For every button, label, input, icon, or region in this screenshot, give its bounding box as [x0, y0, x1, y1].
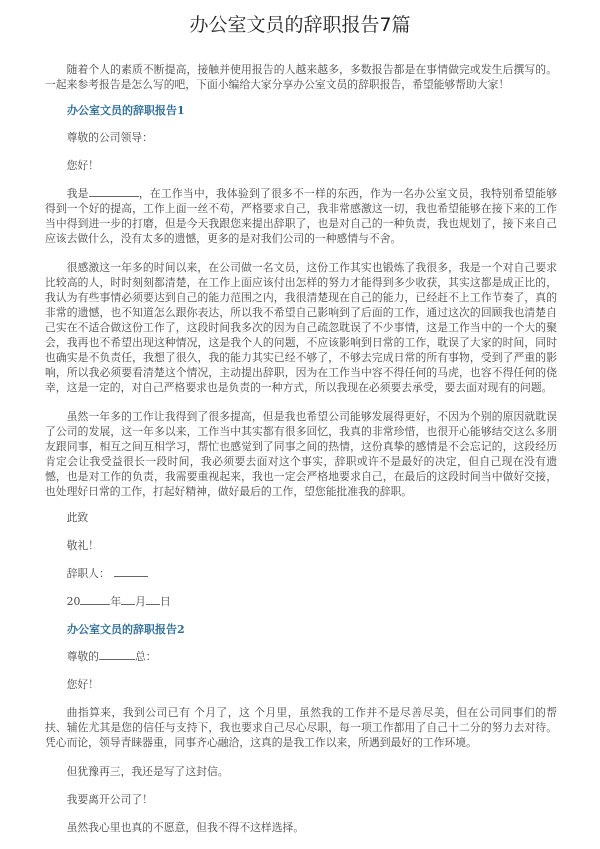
greeting: 您好！	[66, 678, 99, 691]
date-month: 月	[135, 595, 146, 608]
paragraph: 虽然我心里也真的不愿意，但我不得不这样选择。	[66, 821, 305, 834]
year-blank	[80, 594, 110, 605]
paragraph: 很感激这一年多的时间以来，在公司做一名文员，这份工作其实也锻炼了我很多，我是一个对自己要求比较高的人，时时刻刻都清楚，在工作上面应该付出怎样的努力才能得到多少收获，其实这都是成正比的，我认为有些事情必须要达到自己的能力范围之内，我很清楚现在自己的能力，已经赶不上工作节奏了，真的非常的遗憾，也不知道怎么跟你表达，所以我不希望自己影响到了后面的工作，通过这次的回顾我也清楚自己实在不适合做这份工作了，这段时间我多次的因为自己疏忽耽误了不少事情，这是工作当中的一个大的聚会，我再也不希望出现这种情况，这是我个人的问题，不应该影响到日常的工作，耽误了大家的时间，同时也确实是不负责任，我想了很久，我的能力其实已经不够了，不够去完成日常的所有事物，受到了严重的影响，所以我必须要看清楚这个情况，主动提出辞职，因为在工作当中容不得任何的马虎，也容不得任何的侥幸，这是一定的，对自己严格要求也是负责的一种方式，所以我现在必须要去承受，要去面对现有的问题。	[45, 261, 557, 394]
report-2-heading: 办公室文员的辞职报告2	[67, 623, 185, 636]
report-2	[45, 622, 557, 835]
intro-paragraph: 随着个人的素质不断提高，接触并使用报告的人越来越多，多数报告都是在事情做完或发生后撰写的。一起来参考报告是怎么写的吧，下面小编给大家分享办公室文员的辞职报告，希望能够帮助大家！	[45, 63, 557, 91]
report-1-heading: 办公室文员的辞职报告1	[67, 104, 185, 117]
paragraph: 我要离开公司了！	[66, 793, 153, 806]
salutation-suffix: 总：	[134, 650, 157, 663]
date-prefix: 20	[66, 595, 81, 608]
greeting: 您好！	[66, 159, 99, 172]
document-body	[45, 62, 557, 848]
date-line	[67, 594, 557, 609]
date-day: 日	[159, 595, 171, 608]
paragraph: 虽然一年多的工作让我得到了很多提高，但是我也希望公司能够发展得更好，不因为个别的原因就耽误了公司的发展，这一年多以来，工作当中其实都有很多回忆，我真的非常珍惜，也很开心能够结交这么多朋友跟同事，相互之间互相学习，帮忙也感觉到了同事之间的热情，这份真挚的感情是不会忘记的，这段经历肯定会让我受益很长一段时间，我必须要去面对这个事实，辞职或许不是最好的决定，但自己现在没有遗憾，也是对工作的负责，我需要重视起来，我也一定会严格地要求自己，在最后的这段时间当中做好交接，也处理好日常的工作，打起好精神，做好最后的工作，望您能批准我的辞职。	[45, 410, 557, 498]
signer-line	[67, 566, 557, 581]
salutation	[67, 649, 557, 664]
report-1	[45, 103, 557, 609]
day-blank	[146, 594, 160, 605]
name-blank	[99, 649, 135, 660]
page-title: 办公室文员的辞职报告7篇	[189, 14, 411, 36]
closing-1: 此致	[66, 511, 89, 524]
paragraph: 曲指算来，我到公司已有 个月了，这 个月里，虽然我的工作并不是尽善尽美，但在公司同事们的帮扶、辅佐尤其是您的信任与支持下，我也要求自己尽心尽职，每一项工作都用了自己十二分的努力去对待。凭心而论，领导青睐器重，同事齐心融洽，这真的是我工作以来，所遇到最好的工作环境。	[45, 706, 557, 749]
paragraph: 但犹豫再三，我还是写了这封信。	[66, 765, 229, 778]
date-year: 年	[110, 595, 122, 608]
signer-blank	[114, 566, 148, 577]
signer-label: 辞职人：	[66, 567, 110, 580]
salutation-prefix: 尊敬的	[66, 650, 99, 663]
name-blank	[89, 186, 139, 197]
month-blank	[121, 594, 135, 605]
name-prefix: 我是	[66, 187, 89, 200]
salutation: 尊敬的公司领导：	[66, 131, 153, 144]
paragraph	[45, 186, 557, 246]
closing-2: 敬礼！	[66, 539, 99, 552]
paragraph-text: ，在工作当中，我体验到了很多不一样的东西，作为一名办公室文员，我特别希望能够得到一个好的提高，工作上面一丝不苟，严格要求自己，我非常感激这一切，我也希望能够在接下来的工作当中得到进一步的打磨，但是今天我跟您来提出辞职了，也是对自己的一种负责，我也规划了，接下来自己应该去做什么，没有太多的遗憾，更多的是对我们公司的一种感情与不舍。	[45, 187, 558, 245]
